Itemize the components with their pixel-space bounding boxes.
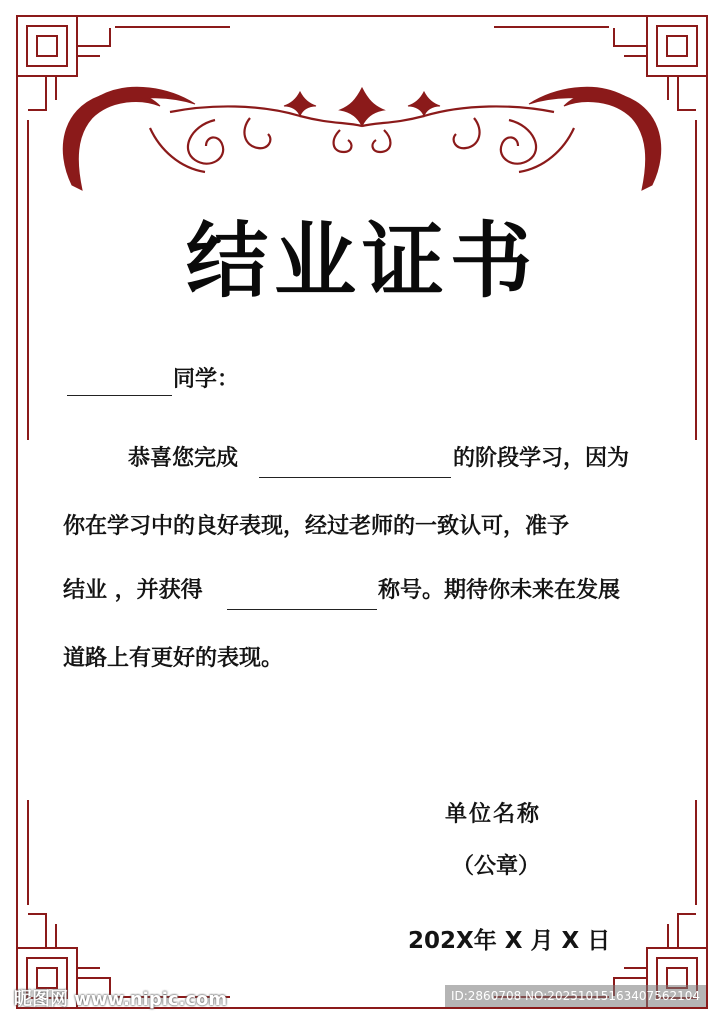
body-line4: 道路上有更好的表现。: [63, 646, 284, 671]
body-line1-end: 的阶段学习，因为: [453, 446, 630, 471]
official-seal-label: （公章）: [452, 854, 541, 879]
organization-name: 单位名称: [445, 802, 542, 827]
corner-ornament-top-right: [614, 16, 707, 110]
floral-scroll-ornament: [63, 87, 660, 190]
issue-date: 202X年 X 月 X 日: [408, 928, 611, 954]
watermark-id: ID:2860708 NO:20251015163407562104: [445, 985, 706, 1007]
watermark-site: 昵图网 www.nipic.com: [14, 989, 228, 1010]
salutation: 同学：: [173, 367, 240, 392]
honor-title-blank[interactable]: [227, 609, 377, 610]
body-line2: 你在学习中的良好表现，经过老师的一致认可，准予: [63, 514, 570, 539]
body-line1-start: 恭喜您完成: [128, 446, 239, 471]
body-line3-start: 结业 ，并获得: [63, 578, 203, 603]
student-name-blank[interactable]: [67, 395, 172, 396]
course-name-blank[interactable]: [259, 477, 451, 478]
corner-ornament-top-left: [17, 16, 110, 110]
certificate-title: 结业证书: [185, 214, 538, 309]
body-line3-end: 称号。期待你未来在发展: [378, 578, 621, 603]
